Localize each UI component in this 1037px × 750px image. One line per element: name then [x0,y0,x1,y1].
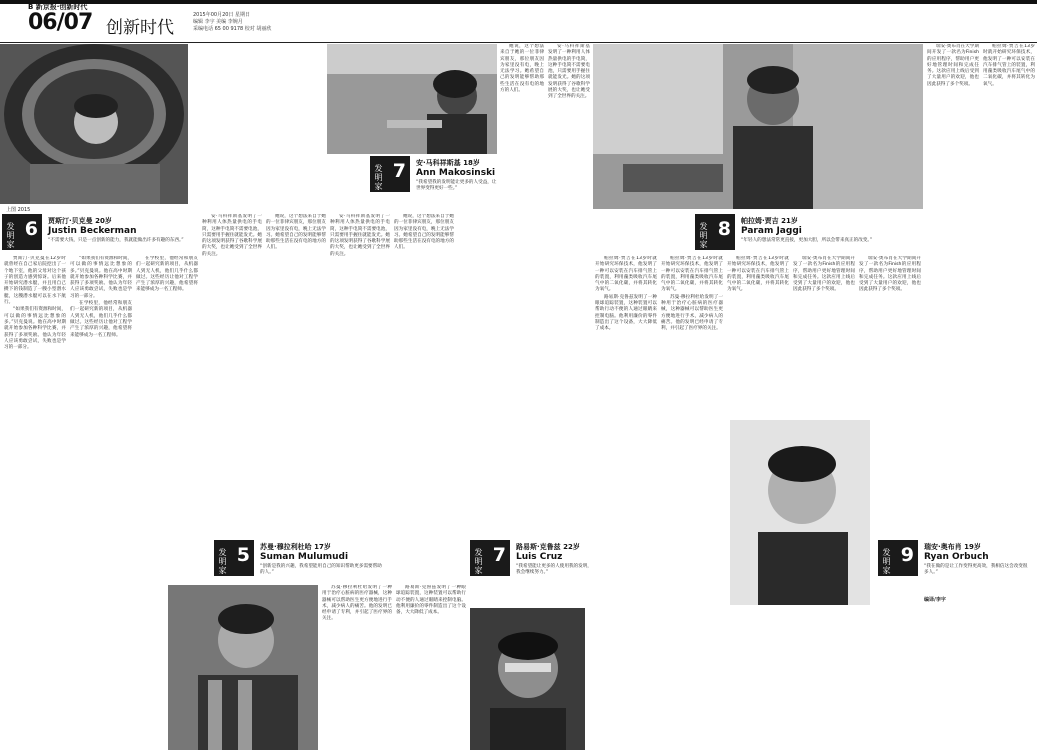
profile-cn-name-ann: 安·马科祥斯基 18岁 [416,159,480,167]
badge-label: 发明家 [882,548,891,575]
photo-portrait-image [730,420,870,605]
article-column-13 [661,256,723,746]
meta-date: 2015年00月20日 星期日 [193,12,251,18]
brand-label: B 新京报·创新时代 [28,3,88,11]
article-paragraph: 安·马科祥斯基发明了一种利用人体热量供电的手电筒，这种手电筒不需要电池，只需要用手握住就能发光。她的这项发明获得了谷歌科学展的大奖，也让她受到了全世界的关注。 [202,214,262,257]
article-paragraph: “如果我们有资源和时间，可以做的事情远比想象的多。”贝克曼说。他在高中时期就开始参加各种科学比赛，并获得了多项奖励。他认为年轻人应该勇敢尝试，失败也是学习的一部分。 [70,256,132,299]
article-column-11 [396,585,466,745]
badge-label: 发明家 [699,222,708,249]
profile-quote-ann: “我希望我的发明能让更多的人受益，让世界变得更好一些。” [416,180,497,191]
profile-en-name-luis: Luis Cruz [516,552,563,562]
article-column-8 [500,44,544,534]
article-paragraph: 安·马科祥斯基发明了一种利用人体热量供电的手电筒，这种手电筒不需要电池，只需要用手握住就能发光。她的这项发明获得了谷歌科学展的大奖，也让她受到了全世界的关注。 [548,44,590,100]
photo-heart-image [168,585,318,750]
article-column-18 [983,44,1035,534]
article-column-12 [595,256,657,746]
profile-badge-ann [370,156,410,192]
article-column-7 [394,214,454,534]
article-paragraph: 瑞安·奥布肖在大学期间开发了一款名为Finish的应用程序，帮助用户更好地管理时间和完成任务。这款应用上线后受到了大量用户的欢迎，他也因此获得了多个奖项。 [859,256,921,293]
article-column-16 [859,256,921,536]
photo-ann-makosinski [327,44,497,154]
photo-justin-beckerman [0,44,188,204]
photo-luis-cruz [470,608,585,750]
article-paragraph: 她说，这个想法来自于她的一位菲律宾朋友，那位朋友因为家里没有电，晚上无法学习。她希望自己的发明能够帮助那些生活在没有电的地方的人们。 [394,214,454,251]
article-paragraph: 贾斯汀·贝克曼在12岁时就曾经在自己家后院挖出了一个地下室，他的父母对这个孩子的创造力感到惊讶。后来他开始研究潜水艇，并且用自己攒下的钱制造了一艘小型潜水艇，这艘潜水艇可以在水下航行。 [4,256,66,306]
profile-cn-name-ryan: 瑞安·奥布肖 19岁 [924,543,981,551]
article-paragraph: 帕拉姆·贾吉在13岁时就开始研究环保技术，他发明了一种可以安装在汽车排气管上的装置，利用藻类吸收汽车尾气中的二氧化碳，并将其转化为氧气。 [983,44,1035,87]
article-paragraph: 帕拉姆·贾吉在13岁时就开始研究环保技术，他发明了一种可以安装在汽车排气管上的装置，利用藻类吸收汽车尾气中的二氧化碳，并将其转化为氧气。 [727,256,789,293]
photo-suman-mulumudi [168,585,318,750]
photo-submarine-image [0,44,188,204]
photo-headset-image [470,608,585,750]
article-paragraph: “如果我们有资源和时间，可以做的事情远比想象的多。”贝克曼说。他在高中时期就开始参加各种科学比赛，并获得了多项奖励。他认为年轻人应该勇敢尝试，失败也是学习的一部分。 [4,307,66,351]
article-paragraph: 帕拉姆·贾吉在13岁时就开始研究环保技术，他发明了一种可以安装在汽车排气管上的装置，利用藻类吸收汽车尾气中的二氧化碳，并将其转化为氧气。 [661,256,723,293]
article-column-1 [4,256,66,746]
meta-phone: 采编电话 65 00 9178 校对 胡丽欣 [193,26,272,32]
profile-en-name-param: Param Jaggi [741,226,802,236]
photo-param-jaggi [593,44,923,209]
badge-number: 6 [24,218,38,240]
badge-number: 7 [392,160,406,182]
profile-cn-name-param: 帕拉姆·贾吉 21岁 [741,217,798,225]
article-column-15 [793,256,855,416]
article-column-2 [70,256,132,746]
byline: 编译/李宇 [924,597,946,603]
badge-label: 发明家 [6,222,15,249]
profile-quote-justin: “不需要大钱，只是一点创新的能力，我就能做出许多有趣的东西。” [48,238,184,243]
badge-number: 5 [236,544,250,566]
profile-en-name-ann: Ann Makosinski [416,168,496,178]
article-paragraph: 安·马科祥斯基发明了一种利用人体热量供电的手电筒，这种手电筒不需要电池，只需要用手握住就能发光。她的这项发明获得了谷歌科学展的大奖，也让她受到了全世界的关注。 [330,214,390,257]
section-title: 创新时代 [106,18,174,38]
profile-quote-param: “年轻人的想法常常更直接，更加大胆，所以会带来真正的改变。” [741,238,873,243]
profile-en-name-suman: Suman Mulumudi [260,552,349,562]
article-column-6 [330,214,390,534]
masthead-meta [193,12,271,33]
badge-number: 7 [492,544,506,566]
profile-quote-ryan: “我在做的是让工作变得更高效，我相信这会改变很多人。” [924,564,1028,575]
article-paragraph: 她说，这个想法来自于她的一位菲律宾朋友，那位朋友因为家里没有电，晚上无法学习。她希望自己的发明能够帮助那些生活在没有电的地方的人们。 [266,214,326,251]
article-paragraph: 在学校里，他经常和朋友们一起研究新的项目，从机器人到无人机，他们几乎什么都做过。这些经历让他对工程学产生了浓厚的兴趣，他希望将来能够成为一名工程师。 [136,256,198,293]
badge-label: 发明家 [218,548,227,575]
profile-en-name-ryan: Ryan Orbuch [924,552,989,562]
masthead-bar [0,0,1037,4]
photo-ryan-orbuch [730,420,870,605]
photo-flashlight-image [327,44,497,154]
article-column-4 [202,214,262,534]
meta-editors: 编辑 李宇 美编 李婉月 [193,19,243,25]
profile-badge-ryan [878,540,918,576]
badge-label: 发明家 [474,548,483,575]
profile-cn-name-suman: 苏曼·穆拉利杜哈 17岁 [260,543,331,551]
badge-label: 发明家 [374,164,383,191]
profile-quote-suman: “创新是我的兴趣，我希望能用自己的知识帮助更多需要帮助的人。” [260,564,382,575]
article-paragraph: 苏曼·穆拉利杜哈发明了一种用于治疗心脏病的医疗器械，这种器械可以帮助医生更方便地进行手术，减少病人的痛苦。他的发明已经申请了专利，并引起了医疗界的关注。 [322,585,392,622]
article-paragraph: 瑞安·奥布肖在大学期间开发了一款名为Finish的应用程序，帮助用户更好地管理时间和完成任务。这款应用上线后受到了大量用户的欢迎，他也因此获得了多个奖项。 [793,256,855,293]
profile-en-name-justin: Justin Beckerman [48,226,137,236]
article-paragraph: 路易斯·克鲁兹发明了一种眼球追踪装置，这种装置可以帮助行动不便的人通过眼睛来控制电脑。他利用廉价的零件制造出了这个设备，大大降低了成本。 [396,585,466,616]
article-column-17 [927,44,979,534]
article-paragraph: 苏曼·穆拉利杜哈发明了一种用于治疗心脏病的医疗器械，这种器械可以帮助医生更方便地进行手术，减少病人的痛苦。他的发明已经申请了专利，并引起了医疗界的关注。 [661,294,723,332]
article-column-9 [548,44,590,534]
article-column-3 [136,256,198,536]
profile-quote-luis: “我希望能让更多的人使用我的发明，我会继续努力。” [516,564,592,575]
masthead-rule [0,42,1037,43]
badge-number: 8 [717,218,731,240]
profile-badge-param [695,214,735,250]
photo-device-image [593,44,923,209]
article-paragraph: 瑞安·奥布肖在大学期间开发了一款名为Finish的应用程序，帮助用户更好地管理时间和完成任务。这款应用上线后受到了大量用户的欢迎，他也因此获得了多个奖项。 [927,44,979,87]
article-column-5 [266,214,326,534]
article-paragraph: 帕拉姆·贾吉在13岁时就开始研究环保技术，他发明了一种可以安装在汽车排气管上的装置，利用藻类吸收汽车尾气中的二氧化碳，并将其转化为氧气。 [595,256,657,293]
article-column-14 [727,256,789,416]
profile-cn-name-luis: 路易斯·克鲁兹 22岁 [516,543,580,551]
article-paragraph: 她说，这个想法来自于她的一位菲律宾朋友，那位朋友因为家里没有电，晚上无法学习。她希望自己的发明能够帮助那些生活在没有电的地方的人们。 [500,44,544,94]
profile-badge-luis [470,540,510,576]
badge-number: 9 [900,544,914,566]
top-caption: 上图 2015 [6,207,31,213]
profile-badge-suman [214,540,254,576]
article-paragraph: 路易斯·克鲁兹发明了一种眼球追踪装置，这种装置可以帮助行动不便的人通过眼睛来控制电脑。他利用廉价的零件制造出了这个设备，大大降低了成本。 [595,294,657,332]
page-number: 06/07 [28,10,93,35]
profile-cn-name-justin: 贾斯汀·贝克曼 20岁 [48,217,112,225]
article-paragraph: 在学校里，他经常和朋友们一起研究新的项目，从机器人到无人机，他们几乎什么都做过。这些经历让他对工程学产生了浓厚的兴趣，他希望将来能够成为一名工程师。 [70,301,132,338]
profile-badge-justin [2,214,42,250]
article-column-10 [322,585,392,745]
